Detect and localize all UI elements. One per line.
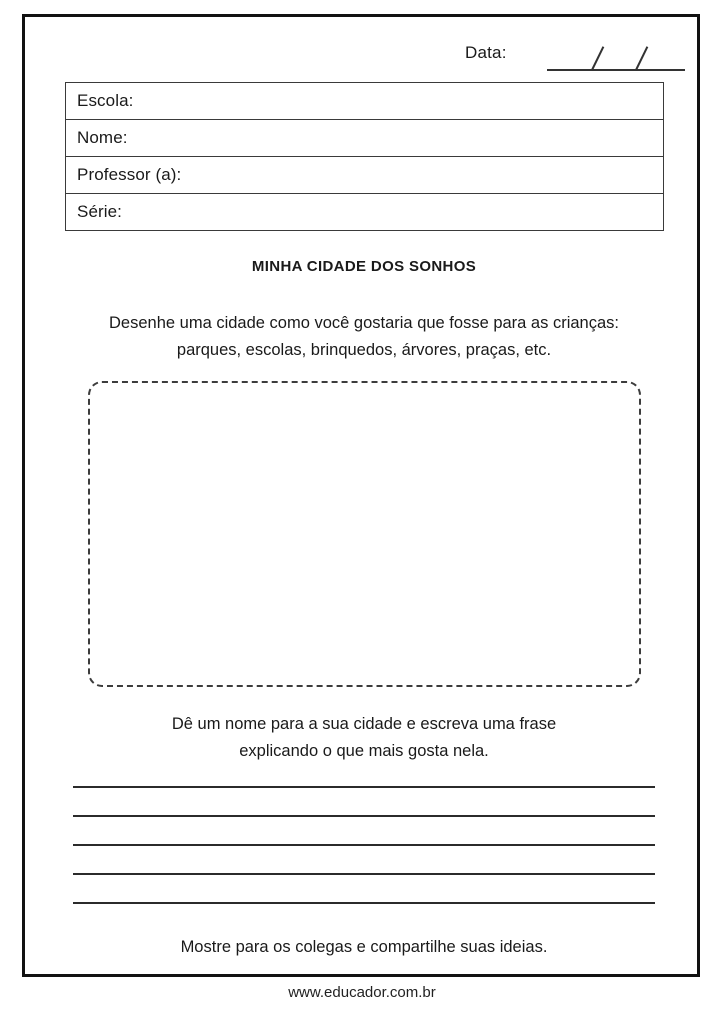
worksheet-page-frame: [22, 14, 700, 977]
site-credit: www.educador.com.br: [288, 984, 436, 1001]
table-row-nome[interactable]: [66, 120, 663, 157]
writing-line[interactable]: [73, 815, 655, 817]
table-row-serie[interactable]: [66, 194, 663, 231]
date-label: Data:: [465, 43, 507, 62]
writing-lines-area[interactable]: [73, 772, 655, 917]
field-label-escola: Escola:: [77, 91, 134, 110]
date-write-area[interactable]: [547, 35, 685, 79]
instruction-line-2: parques, escolas, brinquedos, árvores, praças, etc.: [176, 341, 552, 359]
field-label-serie: Série:: [77, 202, 123, 221]
page-title: MINHA CIDADE DOS SONHOS: [251, 258, 477, 275]
prompt-line-1: Dê um nome para a sua cidade e escreva uma frase: [171, 715, 557, 733]
identification-table: [65, 82, 664, 231]
instruction-line-1: Desenhe uma cidade como você gostaria que fosse para as crianças:: [109, 314, 619, 332]
table-row-professor[interactable]: [66, 157, 663, 194]
writing-line[interactable]: [73, 902, 655, 904]
table-row-escola[interactable]: [66, 83, 663, 120]
writing-line[interactable]: [73, 786, 655, 788]
prompt-line-2: explicando o que mais gosta nela.: [239, 742, 489, 760]
date-underline: [547, 69, 685, 71]
date-field[interactable]: [465, 35, 685, 79]
field-label-nome: Nome:: [77, 128, 128, 147]
date-slash-icon-1: [591, 46, 604, 70]
writing-line[interactable]: [73, 844, 655, 846]
field-label-professor: Professor (a):: [77, 165, 182, 184]
date-slash-icon-2: [635, 46, 648, 70]
writing-line[interactable]: [73, 873, 655, 875]
drawing-area[interactable]: [88, 381, 641, 687]
instructions-block: [25, 310, 703, 364]
closing-note: Mostre para os colegas e compartilhe suas ideias.: [180, 938, 548, 956]
prompt-block: [25, 711, 703, 765]
